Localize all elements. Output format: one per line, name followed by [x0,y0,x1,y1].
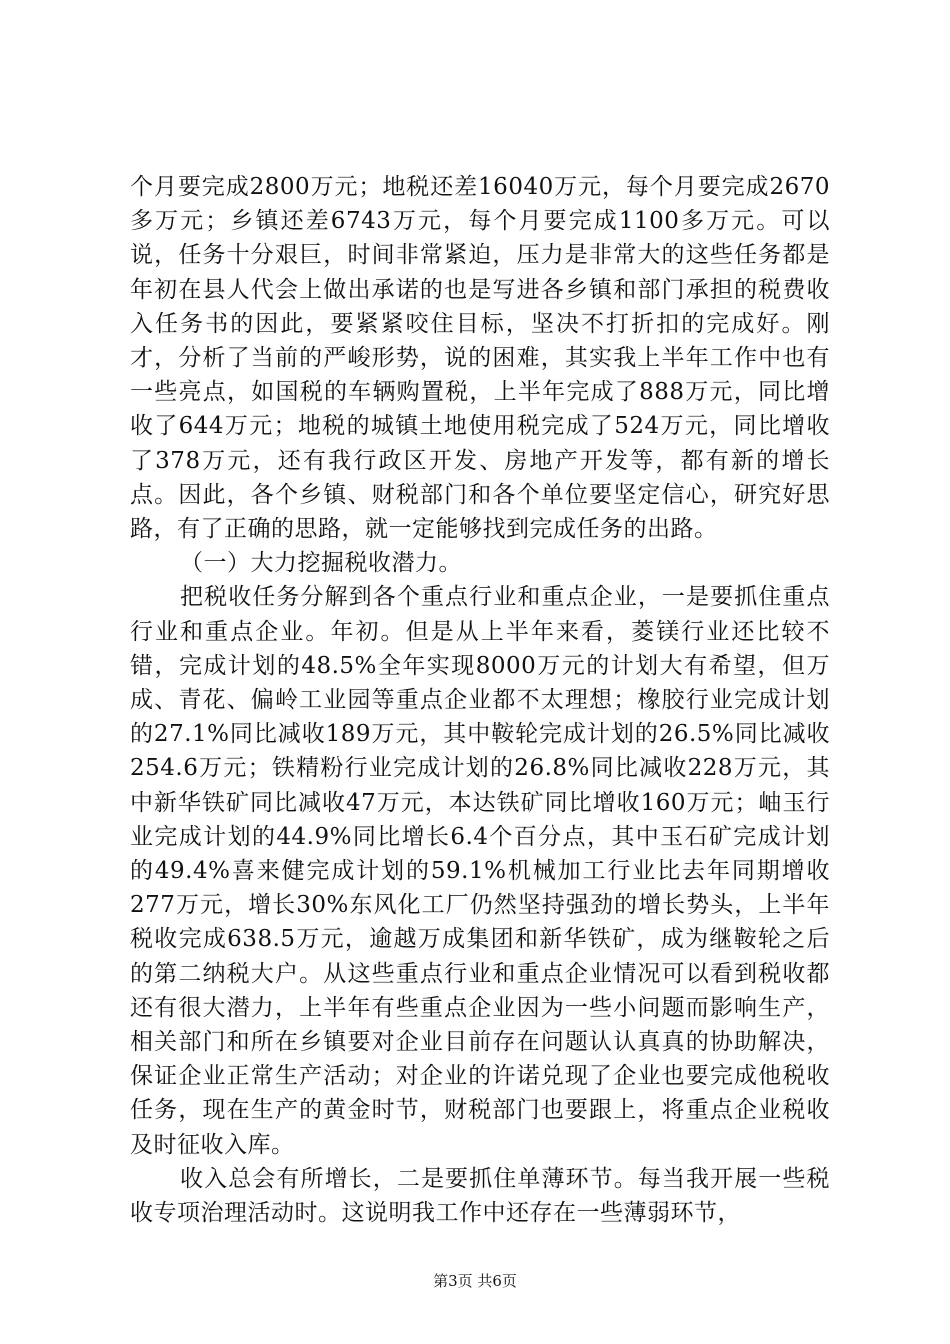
section-heading: （一）大力挖掘税收潜力。 [180,550,462,577]
paragraph-3: 收入总会有所增长，二是要抓住单薄环节。每当我开展一些税收专项治理活动时。这说明我工作中还存在一些薄弱环节， [130,1165,830,1227]
page-number-footer: 第3页 共6页 [433,1272,517,1290]
paragraph-1: 个月要完成2800万元；地税还差16040万元，每个月要完成2670多万元；乡镇还差6743万元，每个月要完成1100多万元。可以说，任务十分艰巨，时间非常紧迫，压力是非常大的这些任务都是年初在县人代会上做出承诺的也是写进各乡镇和部门承担的税费收入任务书的因此，要紧紧咬住目标，坚决不打折扣的完成好。刚才，分析了当前的严峻形势，说的困难，其实我上半年工作中也有一些亮点，如国税的车辆购置税，上半年完成了888万元，同比增收了644万元；地税的城镇土地使用税完成了524万元，同比增收了378万元，还有我行政区开发、房地产开发等，都有新的增长点。因此，各个乡镇、财税部门和各个单位要坚定信心，研究好思路，有了正确的思路，就一定能够找到完成任务的出路。 [130,174,830,543]
document-body [130,170,830,1230]
paragraph-2: 把税收任务分解到各个重点行业和重点企业，一是要抓住重点行业和重点企业。年初。但是从上半年来看，菱镁行业还比较不错，完成计划的48.5%全年实现8000万元的计划大有希望，但万成、青花、偏岭工业园等重点企业都不太理想；橡胶行业完成计划的27.1%同比减收189万元，其中鞍轮完成计划的26.5%同比减收254.6万元；铁精粉行业完成计划的26.8%同比减收228万元，其中新华铁矿同比减收47万元，本达铁矿同比增收160万元；岫玉行业完成计划的44.9%同比增长6.4个百分点，其中玉石矿完成计划的49.4%喜来健完成计划的59.1%机械加工行业比去年同期增收277万元，增长30%东风化工厂仍然坚持强劲的增长势头，上半年税收完成638.5万元，逾越万成集团和新华铁矿，成为继鞍轮之后的第二纳税大户。从这些重点行业和重点企业情况可以看到税收都还有很大潜力，上半年有些重点企业因为一些小问题而影响生产，相关部门和所在乡镇要对企业目前存在问题认认真真的协助解决，保证企业正常生产活动；对企业的许诺兑现了企业也要完成他税收任务，现在生产的黄金时节，财税部门也要跟上，将重点企业税收及时征收入库。 [130,584,830,1158]
